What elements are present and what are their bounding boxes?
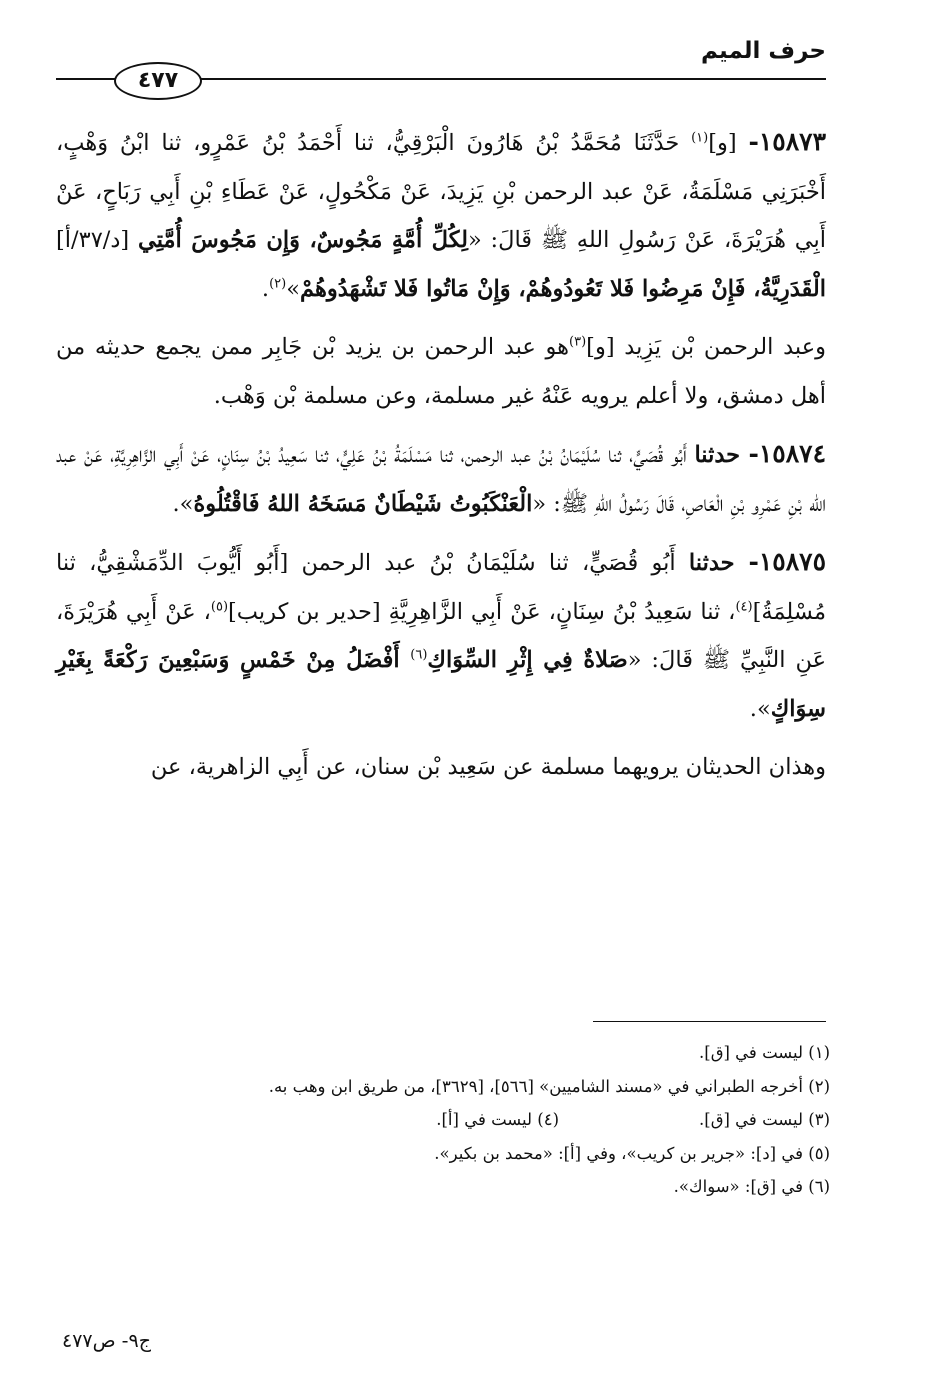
hadith-matn: الْقَدَرِيَّةُ، فَإِنْ مَرِضُوا فَلا تَعُودُوهُمْ، وَإِنْ مَاتُوا فَلا تَشْهَدُوهُمْ (300, 275, 826, 302)
text-segment: » (286, 275, 300, 302)
volume-page-reference: ج٩- ص٤٧٧ (62, 1330, 151, 1352)
footnote-6: (٦) في [ق]: «سواك». (673, 1177, 830, 1196)
text-segment: ». (749, 695, 771, 722)
footnote-separator (593, 1021, 826, 1022)
hadith-matn: صَلاةٌ فِي إِثْرِ السِّوَاكِ (427, 647, 628, 673)
hadith-matn: أَفْضَلُ مِنْ خَمْسٍ وَسَبْعِينَ رَكْعَةً بِغَيْرِ سِوَاكٍ (56, 647, 826, 722)
text-segment: [و] (708, 130, 749, 156)
footnote-3: (٣) ليست في [ق]. (699, 1110, 830, 1129)
chapter-title: حرف الميم (701, 38, 826, 64)
footnote-2: (٢) أخرجه الطبراني في «مسند الشاميين» [٥٦٦]، [٣٦٢٩]، من طريق ابن وهب به. (268, 1076, 830, 1096)
footnote-ref: (٤) (735, 599, 753, 614)
footnote-4: (٤) ليست في [أ]. (436, 1110, 560, 1129)
text-segment: أَبُو قُصَيٍّ، ثنا سُلَيْمَانُ بْنُ عبد الرحمن [أَبُو أَيُّوبَ الدِّمَشْقِيُّ، ثنا مُسْلِمَةُ] (56, 550, 826, 625)
text-segment: . (261, 275, 270, 302)
text-segment: ، عَنْ أَبِي هُرَيْرَةَ، عَنِ النَّبِيِّ ﷺ قَالَ: « (56, 598, 827, 673)
hadith-15874 (56, 430, 826, 528)
footnote-ref: (٣) (569, 334, 587, 350)
narration-lead: حدثنا (688, 550, 749, 576)
footnote-ref: (٦) (410, 647, 428, 663)
text-segment: وهذان الحديثان يرويهما مسلمة عن سَعِيد بْن سنان، عن أَبِي الزاهرية، عن (150, 754, 826, 780)
hadith-15875 (56, 538, 826, 733)
text-segment: هو عبد الرحمن بن يزيد بْن جَابِر ممن يجمع حديثه من أهل دمشق، ولا أعلم يرويه عَنْهُ غير مسلمة، وعن مسلمة بْن وَهْب. (56, 334, 826, 409)
main-text (56, 118, 826, 802)
commentary-paragraph (56, 323, 826, 420)
page-header (56, 38, 826, 93)
commentary-paragraph (56, 743, 826, 792)
hadith-number: ١٥٨٧٤- (748, 439, 826, 468)
footnote-ref: (١) (691, 130, 709, 146)
footnote-ref: (٥) (210, 599, 229, 614)
hadith-15873 (56, 118, 826, 313)
hadith-matn: لِكُلِّ أُمَّةٍ مَجُوسٌ، وَإِن مَجُوسَ أُمَّتِي (137, 227, 468, 253)
hadith-number: ١٥٨٧٥- (748, 547, 826, 576)
footnote-ref: (٢) (269, 276, 287, 291)
text-segment: ». (172, 490, 194, 517)
hadith-matn: الْعَنْكَبُوتُ شَيْطَانٌ مَسَخَهُ اللهُ فَاقْتُلُوهُ (193, 490, 533, 517)
text-segment: وعبد الرحمن بْن يَزِيد [و] (586, 334, 826, 360)
narration-lead: حدثنا (694, 442, 749, 468)
footnotes (56, 1036, 830, 1204)
page-number: ٤٧٧ (114, 62, 202, 100)
manuscript-ref: [د/٣٧/أ] (56, 227, 138, 253)
footnote-1: (١) ليست في [ق]. (699, 1043, 830, 1062)
footnote-5: (٥) في [د]: «جرير بن كريب»، وفي [أ]: «محمد بن بكير». (434, 1143, 830, 1163)
text-segment: حَدَّثَنَا مُحَمَّدُ بْنُ هَارُونَ الْبَرْقِيُّ، ثنا أَحْمَدُ بْنُ عَمْرٍو، ثنا ابْنُ وَهْبٍ، أَخْبَرَنِي مَسْلَمَةُ، عَنْ عبد الرحمن بْنِ يَزِيدَ، عَنْ مَكْحُولٍ، عَنْ عَطَاءِ بْنِ أَبِي رَبَاحٍ، عَنْ أَبِي هُرَيْرَةَ، عَنْ رَسُولِ اللهِ ﷺ قَالَ: « (56, 130, 827, 253)
hadith-number: ١٥٨٧٣- (748, 127, 826, 156)
text-segment: أَبُو قُصَيٍّ، ثنا سُلَيْمَانُ بْنُ عبد الرحمن، ثنا مَسْلَمَةُ بْنُ عَلِيٍّ، ثنا سَعِيدُ بْنُ سِنَانٍ، عَنْ أَبِي الزَّاهِرِيَّةِ، عَنْ عبد الله بْنِ عَمْرِو بْنِ الْعَاصِ، قَالَ رَسُولُ اللهِ ﷺ: « (56, 442, 826, 517)
footnote-row-3-4 (56, 1103, 830, 1137)
text-segment: ، ثنا سَعِيدُ بْنُ سِنَانٍ، عَنْ أَبِي الزَّاهِرِيَّةِ [حدير بن كريب] (228, 598, 736, 625)
